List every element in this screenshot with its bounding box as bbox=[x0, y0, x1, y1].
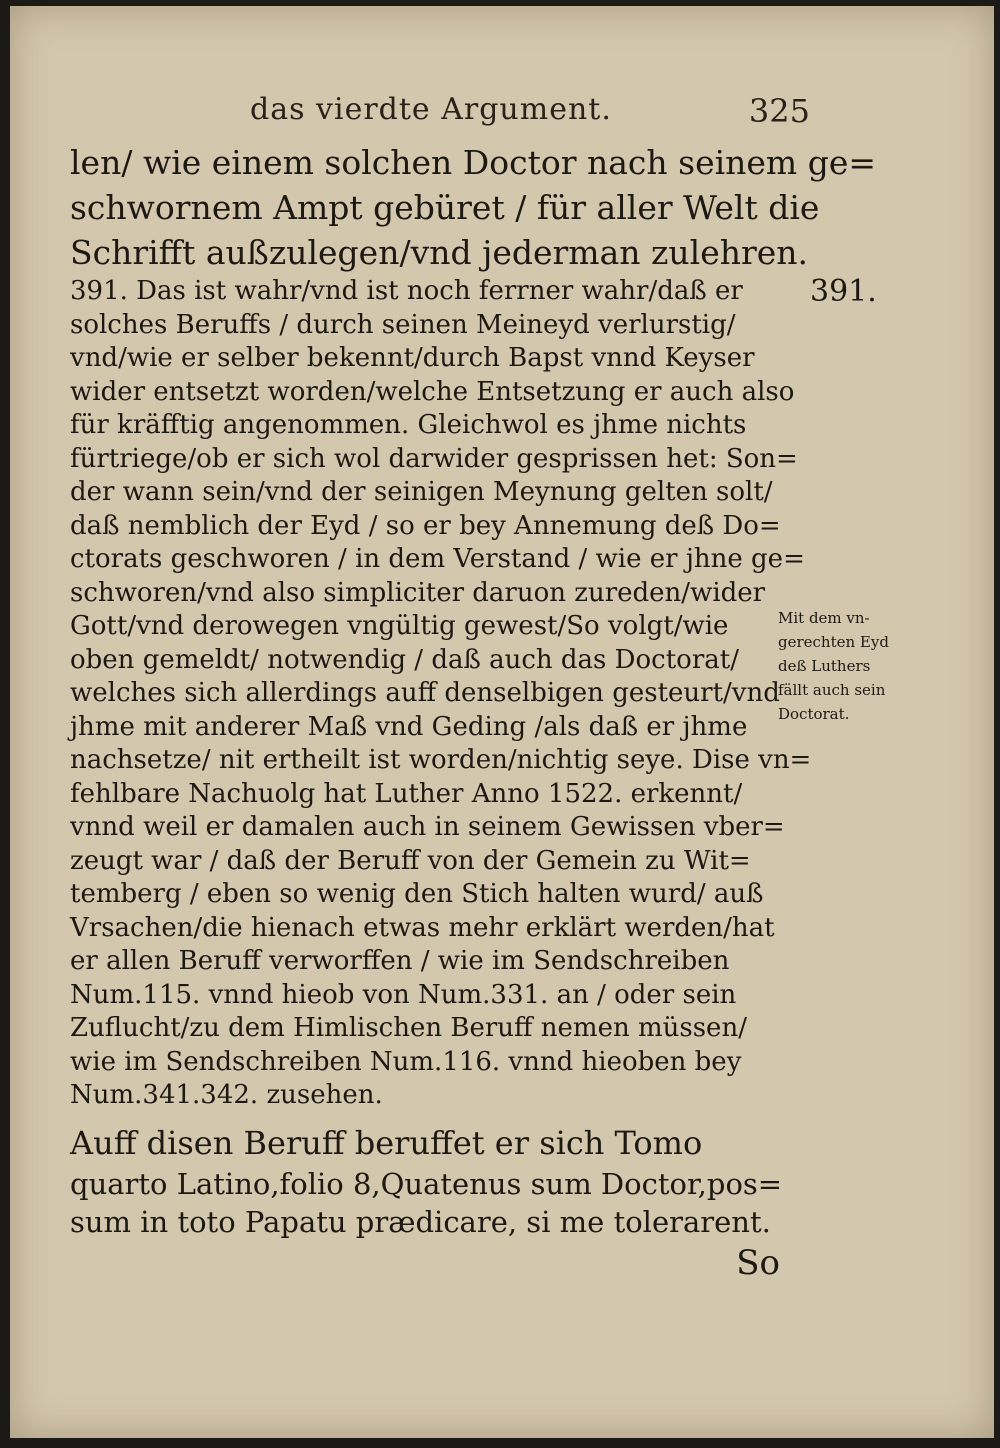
text-line: oben gemeldt/ notwendig / daß auch das Doctorat/ bbox=[70, 644, 739, 675]
margin-paragraph-number: 391. bbox=[810, 274, 877, 309]
text-line: 391. Das ist wahr/vnd ist noch ferrner wahr/daß er bbox=[70, 276, 743, 306]
text-line: quarto Latino,folio 8,Quatenus sum Doctor,pos= bbox=[70, 1166, 783, 1201]
text-line: nachsetze/ nit ertheilt ist worden/nichtig seye. Dise vn= bbox=[70, 745, 812, 775]
text-line: Zuflucht/zu dem Himlischen Beruff nemen müssen/ bbox=[70, 1013, 747, 1043]
text-line: wie im Sendschreiben Num.116. vnnd hieoben bey bbox=[70, 1046, 742, 1077]
text-line: schwornem Ampt gebüret / für aller Welt die bbox=[70, 188, 820, 227]
page-number: 325 bbox=[748, 92, 810, 130]
text-line: Auff disen Beruff beruffet er sich Tomo bbox=[70, 1123, 703, 1162]
text-line: Vrsachen/die hienach etwas mehr erklärt werden/hat bbox=[70, 912, 775, 943]
text-line: fehlbare Nachuolg hat Luther Anno 1522. erkennt/ bbox=[70, 778, 743, 809]
text-line: daß nemblich der Eyd / so er bey Annemung deß Do= bbox=[70, 510, 781, 541]
text-line: Schrifft außzulegen/vnd jederman zulehren. bbox=[70, 233, 809, 272]
text-line: für kräfftig angenommen. Gleichwol es jhme nichts bbox=[70, 410, 747, 440]
running-title: das vierdte Argument. bbox=[250, 92, 612, 127]
page-header bbox=[250, 92, 810, 132]
catchword: So bbox=[736, 1242, 780, 1283]
text-line: Num.115. vnnd hieob von Num.331. an / oder sein bbox=[70, 979, 737, 1010]
text-line: sum in toto Papatu prædicare, si me tolerarent. bbox=[70, 1204, 771, 1239]
text-line: len/ wie einem solchen Doctor nach seinem ge= bbox=[70, 143, 877, 182]
marginal-note-line: fällt auch sein bbox=[778, 681, 886, 699]
text-line: welches sich allerdings auff denselbigen gesteurt/vnd bbox=[70, 678, 780, 708]
text-line: solches Beruffs / durch seinen Meineyd verlurstig/ bbox=[70, 309, 736, 340]
text-line: vnnd weil er damalen auch in seinem Gewissen vber= bbox=[70, 812, 785, 842]
text-line: Gott/vnd derowegen vngültig gewest/So volgt/wie bbox=[70, 611, 729, 641]
text-line: zeugt war / daß der Beruff von der Gemein zu Wit= bbox=[70, 845, 751, 876]
marginal-note-line: gerechten Eyd bbox=[778, 633, 889, 651]
text-line: vnd/wie er selber bekennt/durch Bapst vnnd Keyser bbox=[70, 343, 755, 373]
text-line: Num.341.342. zusehen. bbox=[70, 1080, 383, 1110]
text-line: wider entsetzt worden/welche Entsetzung er auch also bbox=[70, 376, 795, 407]
text-line: jhme mit anderer Maß vnd Geding /als daß er jhme bbox=[70, 711, 748, 742]
marginal-note-line: Doctorat. bbox=[778, 705, 850, 723]
book-page bbox=[10, 6, 994, 1438]
text-line: der wann sein/vnd der seinigen Meynung gelten solt/ bbox=[70, 477, 773, 507]
marginal-note bbox=[778, 606, 928, 726]
text-line: fürtriege/ob er sich wol darwider gesprissen het: Son= bbox=[70, 443, 798, 474]
text-line: schworen/vnd also simpliciter daruon zureden/wider bbox=[70, 577, 766, 608]
text-line: temberg / eben so wenig den Stich halten wurd/ auß bbox=[70, 879, 764, 909]
marginal-note-line: deß Luthers bbox=[778, 657, 871, 675]
marginal-note-line: Mit dem vn- bbox=[778, 609, 870, 627]
text-line: ctorats geschworen / in dem Verstand / wie er jhne ge= bbox=[70, 544, 805, 574]
text-line: er allen Beruff verworffen / wie im Sendschreiben bbox=[70, 946, 730, 976]
